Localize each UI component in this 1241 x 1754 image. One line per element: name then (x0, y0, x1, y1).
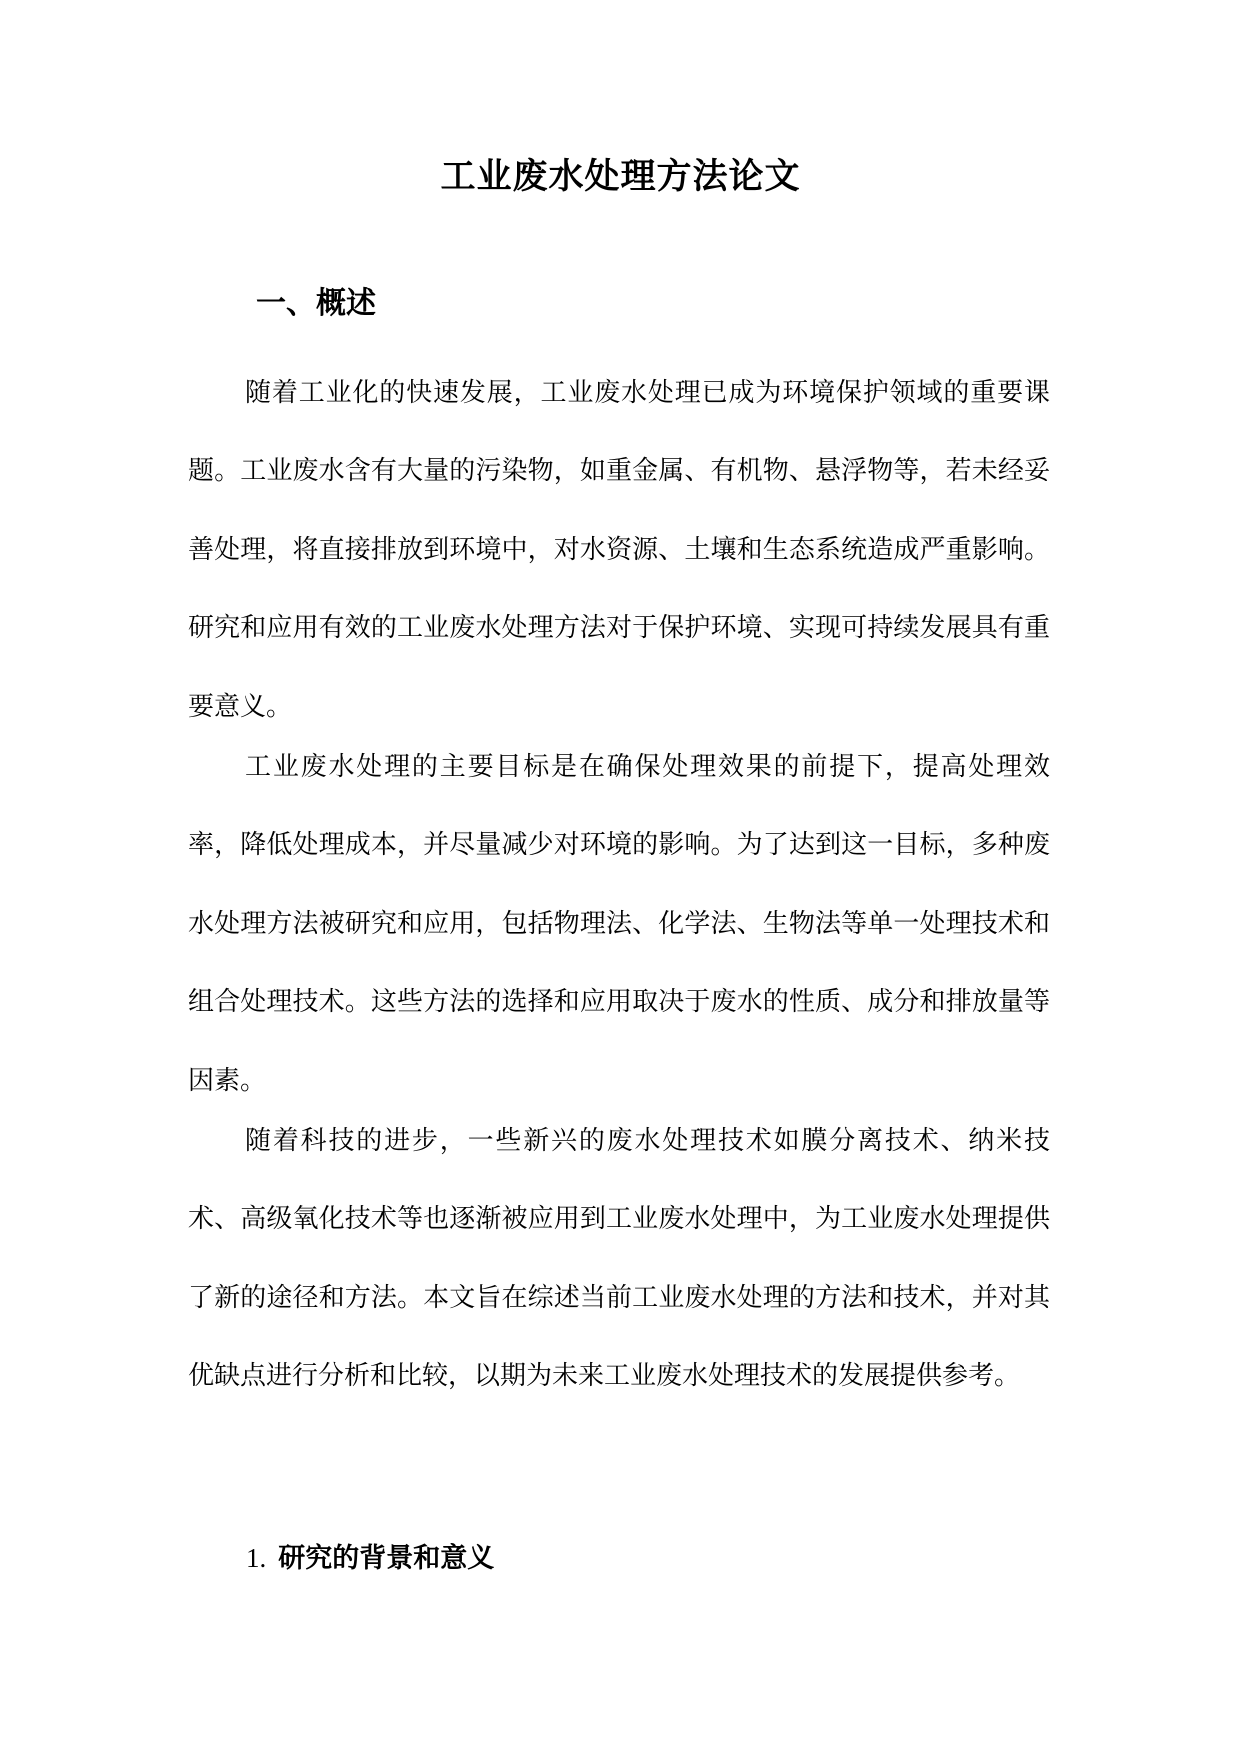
document-title: 工业废水处理方法论文 (440, 156, 801, 197)
subsection-number: 1. (246, 1543, 267, 1573)
section-heading-overview: 一、概述 (256, 286, 376, 321)
subsection-title: 研究的背景和意义 (278, 1543, 495, 1574)
subsection-heading (246, 1538, 494, 1579)
paragraph: 随着科技的进步，一些新兴的废水处理技术如膜分离技术、纳米技术、高级氧化技术等也逐渐被应用到工业废水处理中，为工业废水处理提供了新的途径和方法。本文旨在综述当前工业废水处理的方法和技术，并对其优缺点进行分析和比较，以期为未来工业废水处理技术的发展提供参考。 (188, 1126, 1050, 1392)
paragraph: 工业废水处理的主要目标是在确保处理效果的前提下，提高处理效率，降低处理成本，并尽量减少对环境的影响。为了达到这一目标，多种废水处理方法被研究和应用，包括物理法、化学法、生物法等单一处理技术和组合处理技术。这些方法的选择和应用取决于废水的性质、成分和排放量等因素。 (188, 752, 1050, 1096)
paragraph: 随着工业化的快速发展，工业废水处理已成为环境保护领域的重要课题。工业废水含有大量的污染物，如重金属、有机物、悬浮物等，若未经妥善处理，将直接排放到环境中，对水资源、土壤和生态系统造成严重影响。研究和应用有效的工业废水处理方法对于保护环境、实现可持续发展具有重要意义。 (188, 378, 1050, 722)
